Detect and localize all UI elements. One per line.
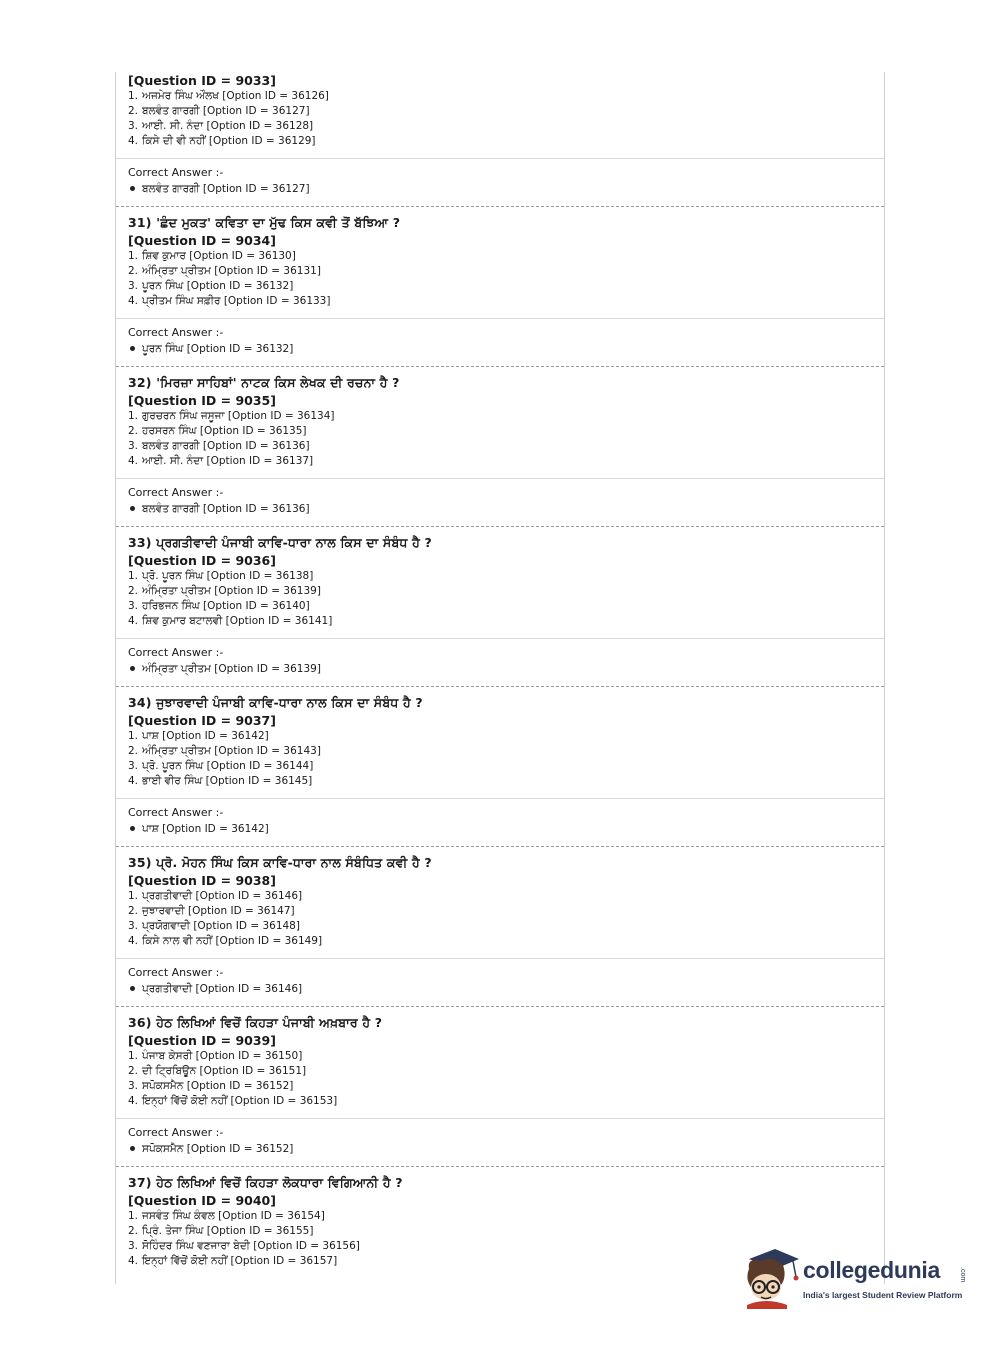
brand-tagline: India's largest Student Review Platform: [803, 1290, 963, 1300]
question-title: 32) 'ਮਿਰਜ਼ਾ ਸਾਹਿਬਾਂ' ਨਾਟਕ ਕਿਸ ਲੇਖਕ ਦੀ ਰਚਨਾ ਹੈ ?: [128, 375, 400, 390]
option-item: 4. ਕਿਸੇ ਨਾਲ ਵੀ ਨਹੀਂ [Option ID = 36149]: [128, 935, 323, 947]
option-item: 3. ਸੋਹਿੰਦਰ ਸਿੰਘ ਵਣਜਾਰਾ ਬੇਦੀ [Option ID = 36156]: [128, 1240, 360, 1252]
separator: [116, 958, 884, 959]
options-list: [128, 249, 872, 309]
question-title: 34) ਜੁਝਾਰਵਾਦੀ ਪੰਜਾਬੀ ਕਾਵਿ-ਧਾਰਾ ਨਾਲ ਕਿਸ ਦਾ ਸੰਬੰਧ ਹੈ ?: [128, 695, 423, 710]
collegedunia-logo: [741, 1247, 981, 1313]
brand-name: collegedunia: [803, 1257, 940, 1283]
answer-value: ਸਪੋਕਸਮੈਨ [Option ID = 36152]: [128, 1141, 872, 1157]
question-33: [116, 533, 884, 629]
option-item: 1. ਪੰਜਾਬ ਕੇਸਰੀ [Option ID = 36150]: [128, 1050, 303, 1062]
brand-suffix: .com: [959, 1267, 966, 1283]
option-item: 3. ਪੂਰਨ ਸਿੰਘ [Option ID = 36132]: [128, 280, 294, 292]
question-divider: [116, 1166, 884, 1167]
option-item: 4. ਇਨ੍ਹਾਂ ਵਿੱਚੋਂ ਕੋਈ ਨਹੀਂ [Option ID = 36157]: [128, 1255, 338, 1267]
option-item: 3. ਬਲਵੰਤ ਗਾਰਗੀ [Option ID = 36136]: [128, 440, 310, 452]
question-sheet: [115, 72, 885, 1284]
option-item: 3. ਪ੍ਰੋ. ਪੂਰਨ ਸਿੰਘ [Option ID = 36144]: [128, 760, 314, 772]
question-divider: [116, 1006, 884, 1007]
question-id: [Question ID = 9037]: [128, 713, 276, 728]
question-divider: [116, 526, 884, 527]
option-item: 2. ਅੰਮ੍ਰਿਤਾ ਪ੍ਰੀਤਮ [Option ID = 36139]: [128, 585, 321, 597]
options-list: [128, 1049, 872, 1109]
answer-block: [116, 1125, 884, 1157]
separator: [116, 638, 884, 639]
question-id: [Question ID = 9038]: [128, 873, 276, 888]
option-item: 3. ਪ੍ਰਯੋਗਵਾਦੀ [Option ID = 36148]: [128, 920, 300, 932]
options-list: [128, 889, 872, 949]
answer-label: Correct Answer :-: [128, 326, 224, 339]
question-32: [116, 373, 884, 469]
question-title: 33) ਪ੍ਰਗਤੀਵਾਦੀ ਪੰਜਾਬੀ ਕਾਵਿ-ਧਾਰਾ ਨਾਲ ਕਿਸ ਦਾ ਸੰਬੰਧ ਹੈ ?: [128, 535, 432, 550]
option-item: 4. ਭਾਈ ਵੀਰ ਸਿੰਘ [Option ID = 36145]: [128, 775, 313, 787]
question-9033: [116, 72, 884, 149]
option-item: 3. ਆਈ. ਸੀ. ਨੰਦਾ [Option ID = 36128]: [128, 120, 314, 132]
question-id: [Question ID = 9040]: [128, 1193, 276, 1208]
question-id: [Question ID = 9039]: [128, 1033, 276, 1048]
separator: [116, 478, 884, 479]
option-item: 4. ਪ੍ਰੀਤਮ ਸਿੰਘ ਸਫ਼ੀਰ [Option ID = 36133]: [128, 295, 331, 307]
bullet-icon: [130, 506, 135, 511]
option-item: 4. ਇਨ੍ਹਾਂ ਵਿੱਚੋਂ ਕੋਈ ਨਹੀਂ [Option ID = 36153]: [128, 1095, 338, 1107]
answer-value: ਪਾਸ਼ [Option ID = 36142]: [128, 821, 872, 837]
option-item: 2. ਅੰਮ੍ਰਿਤਾ ਪ੍ਰੀਤਮ [Option ID = 36131]: [128, 265, 321, 277]
answer-label: Correct Answer :-: [128, 166, 224, 179]
question-divider: [116, 686, 884, 687]
question-title: 35) ਪ੍ਰੋ. ਮੋਹਨ ਸਿੰਘ ਕਿਸ ਕਾਵਿ-ਧਾਰਾ ਨਾਲ ਸੰਬੰਧਿਤ ਕਵੀ ਹੈ ?: [128, 855, 432, 870]
option-item: 2. ਪ੍ਰਿੰ. ਤੇਜਾ ਸਿੰਘ [Option ID = 36155]: [128, 1225, 314, 1237]
bullet-icon: [130, 986, 135, 991]
options-list: [128, 89, 872, 149]
question-id: [Question ID = 9035]: [128, 393, 276, 408]
bullet-icon: [130, 186, 135, 191]
question-35: [116, 853, 884, 949]
option-item: 1. ਪ੍ਰਗਤੀਵਾਦੀ [Option ID = 36146]: [128, 890, 303, 902]
mascot-icon: [741, 1247, 801, 1309]
separator: [116, 158, 884, 159]
option-item: 1. ਗੁਰਚਰਨ ਸਿੰਘ ਜਸੂਜਾ [Option ID = 36134]: [128, 410, 335, 422]
answer-label: Correct Answer :-: [128, 806, 224, 819]
answer-value: ਅੰਮ੍ਰਿਤਾ ਪ੍ਰੀਤਮ [Option ID = 36139]: [128, 661, 872, 677]
question-id: [Question ID = 9034]: [128, 233, 276, 248]
question-31: [116, 213, 884, 309]
separator: [116, 1118, 884, 1119]
answer-block: [116, 165, 884, 197]
question-divider: [116, 846, 884, 847]
answer-label: Correct Answer :-: [128, 486, 224, 499]
answer-label: Correct Answer :-: [128, 646, 224, 659]
answer-block: [116, 805, 884, 837]
option-item: 2. ਜੁਝਾਰਵਾਦੀ [Option ID = 36147]: [128, 905, 295, 917]
answer-block: [116, 485, 884, 517]
options-list: [128, 729, 872, 789]
question-divider: [116, 366, 884, 367]
option-item: 1. ਪ੍ਰੋ. ਪੂਰਨ ਸਿੰਘ [Option ID = 36138]: [128, 570, 314, 582]
option-item: 1. ਜਸਵੰਤ ਸਿੰਘ ਕੰਵਲ [Option ID = 36154]: [128, 1210, 325, 1222]
question-title: 31) 'ਛੰਦ ਮੁਕਤ' ਕਵਿਤਾ ਦਾ ਮੁੱਢ ਕਿਸ ਕਵੀ ਤੋਂ ਬੱਝਿਆ ?: [128, 215, 401, 230]
option-item: 4. ਸ਼ਿਵ ਕੁਮਾਰ ਬਟਾਲਵੀ [Option ID = 36141]: [128, 615, 333, 627]
question-divider: [116, 206, 884, 207]
answer-value: ਪ੍ਰਗਤੀਵਾਦੀ [Option ID = 36146]: [128, 981, 872, 997]
option-item: 1. ਪਾਸ਼ [Option ID = 36142]: [128, 730, 269, 742]
answer-label: Correct Answer :-: [128, 1126, 224, 1139]
option-item: 1. ਅਜਮੇਰ ਸਿੰਘ ਔਲਖ [Option ID = 36126]: [128, 90, 329, 102]
question-36: [116, 1013, 884, 1109]
option-item: 2. ਹਰਸਰਨ ਸਿੰਘ [Option ID = 36135]: [128, 425, 307, 437]
separator: [116, 318, 884, 319]
bullet-icon: [130, 1146, 135, 1151]
question-id: [Question ID = 9036]: [128, 553, 276, 568]
question-title: 36) ਹੇਠ ਲਿਖਿਆਂ ਵਿਚੋਂ ਕਿਹੜਾ ਪੰਜਾਬੀ ਅਖ਼ਬਾਰ ਹੈ ?: [128, 1015, 383, 1030]
answer-block: [116, 325, 884, 357]
option-item: 4. ਆਈ. ਸੀ. ਨੰਦਾ [Option ID = 36137]: [128, 455, 314, 467]
bullet-icon: [130, 346, 135, 351]
option-item: 3. ਹਰਿਭਜਨ ਸਿੰਘ [Option ID = 36140]: [128, 600, 310, 612]
option-item: 1. ਸ਼ਿਵ ਕੁਮਾਰ [Option ID = 36130]: [128, 250, 296, 262]
bullet-icon: [130, 666, 135, 671]
option-item: 2. ਬਲਵੰਤ ਗਾਰਗੀ [Option ID = 36127]: [128, 105, 310, 117]
option-item: 2. ਅੰਮ੍ਰਿਤਾ ਪ੍ਰੀਤਮ [Option ID = 36143]: [128, 745, 321, 757]
options-list: [128, 409, 872, 469]
bullet-icon: [130, 826, 135, 831]
question-34: [116, 693, 884, 789]
answer-value: ਬਲਵੰਤ ਗਾਰਗੀ [Option ID = 36136]: [128, 501, 872, 517]
answer-label: Correct Answer :-: [128, 966, 224, 979]
option-item: 2. ਦੀ ਟ੍ਰਿਬਿਊਨ [Option ID = 36151]: [128, 1065, 307, 1077]
answer-value: ਪੂਰਨ ਸਿੰਘ [Option ID = 36132]: [128, 341, 872, 357]
option-item: 4. ਕਿਸੇ ਦੀ ਵੀ ਨਹੀਂ [Option ID = 36129]: [128, 135, 316, 147]
answer-block: [116, 645, 884, 677]
answer-value: ਬਲਵੰਤ ਗਾਰਗੀ [Option ID = 36127]: [128, 181, 872, 197]
question-title: 37) ਹੇਠ ਲਿਖਿਆਂ ਵਿਚੋਂ ਕਿਹੜਾ ਲੋਕਧਾਰਾ ਵਿਗਿਆਨੀ ਹੈ ?: [128, 1175, 403, 1190]
separator: [116, 798, 884, 799]
option-item: 3. ਸਪੋਕਸਮੈਨ [Option ID = 36152]: [128, 1080, 294, 1092]
question-id: [Question ID = 9033]: [128, 73, 276, 88]
answer-block: [116, 965, 884, 997]
options-list: [128, 569, 872, 629]
